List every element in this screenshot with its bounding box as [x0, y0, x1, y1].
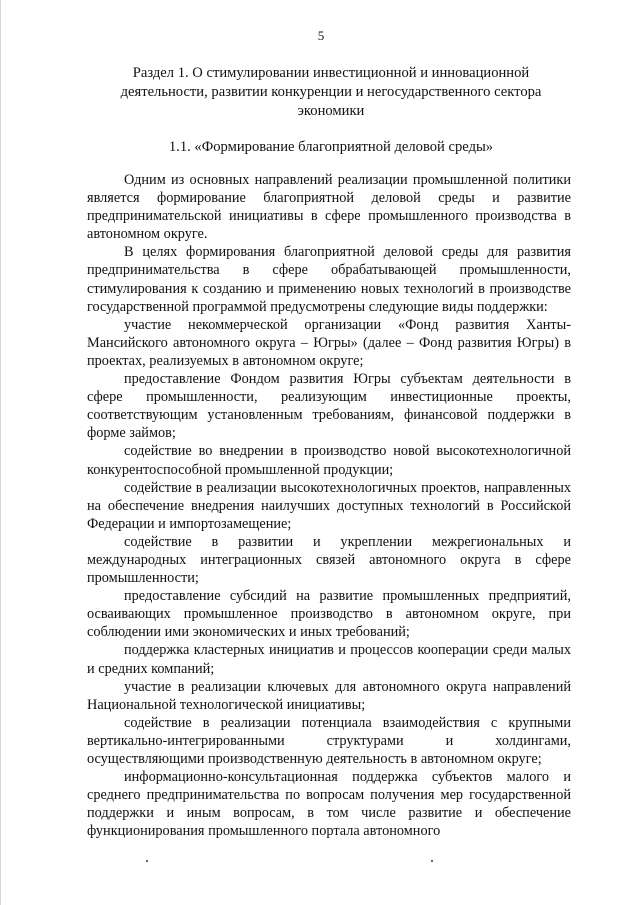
subsection-title: 1.1. «Формирование благоприятной деловой среды»	[168, 139, 494, 155]
paragraph: Одним из основных направлений реализации промышленной политики является формирование благоприятной деловой среды и развитие предпринимательской инициативы в сфере промышленного производства в автономном округе.	[87, 172, 571, 243]
list-item: участие в реализации ключевых для автономного округа направлений Национальной технологической инициативы;	[87, 678, 571, 713]
list-item: поддержка кластерных инициатив и процессов кооперации среди малых и средних компаний;	[87, 642, 571, 677]
section-title-line: экономики	[297, 103, 365, 119]
section-title-line: Раздел 1. О стимулировании инвестиционной и инновационной	[132, 65, 530, 81]
list-item: предоставление Фондом развития Югры субъектам деятельности в сфере промышленности, реализующим инвестиционные проекты, соответствующим установленным требованиям, финансовой поддержки в форме займов;	[87, 371, 571, 442]
section-title	[81, 64, 581, 121]
page-number: 5	[317, 28, 325, 43]
list-item: содействие в реализации потенциала взаимодействия с крупными вертикально-интегрированными структурами и холдингами, осуществляющими производственную деятельность в автономном округе;	[87, 714, 571, 767]
list-item: содействие в реализации высокотехнологичных проектов, направленных на обеспечение внедрения наилучших доступных технологий в Российской Федерации и импортозамещение;	[87, 479, 571, 532]
list-item: содействие в развитии и укреплении межрегиональных и международных интеграционных связей автономного округа в сфере промышленности;	[87, 533, 571, 587]
list-item: содействие во внедрении в производство новой высокотехнологичной конкурентоспособной промышленной продукции;	[87, 443, 571, 478]
list-item: информационно-консультационная поддержка субъектов малого и среднего предпринимательства по вопросам получения мер государственной поддержки и иным вопросам, в том числе развитие и обеспечение функционирования промышленного портала автономного	[87, 769, 571, 840]
list-item: участие некоммерческой организации «Фонд развития Ханты-Мансийского автономного округа – Югры» (далее – Фонд развития Югры) в проектах, реализуемых в автономном округе;	[87, 316, 571, 369]
paragraph: В целях формирования благоприятной деловой среды для развития предпринимательства в сфере обрабатывающей промышленности, стимулирования к созданию и применению новых технологий в производстве государственной программой предусмотрены следующие виды поддержки:	[87, 244, 571, 315]
document-body	[87, 171, 571, 840]
scan-speck	[431, 860, 433, 862]
list-item: предоставление субсидий на развитие промышленных предприятий, осваивающих промышленное производство в автономном округе, при соблюдении ими экономических и иных требований;	[87, 588, 571, 641]
section-title-line: деятельности, развитии конкуренции и негосударственного сектора	[120, 84, 542, 100]
scan-speck	[146, 860, 148, 862]
